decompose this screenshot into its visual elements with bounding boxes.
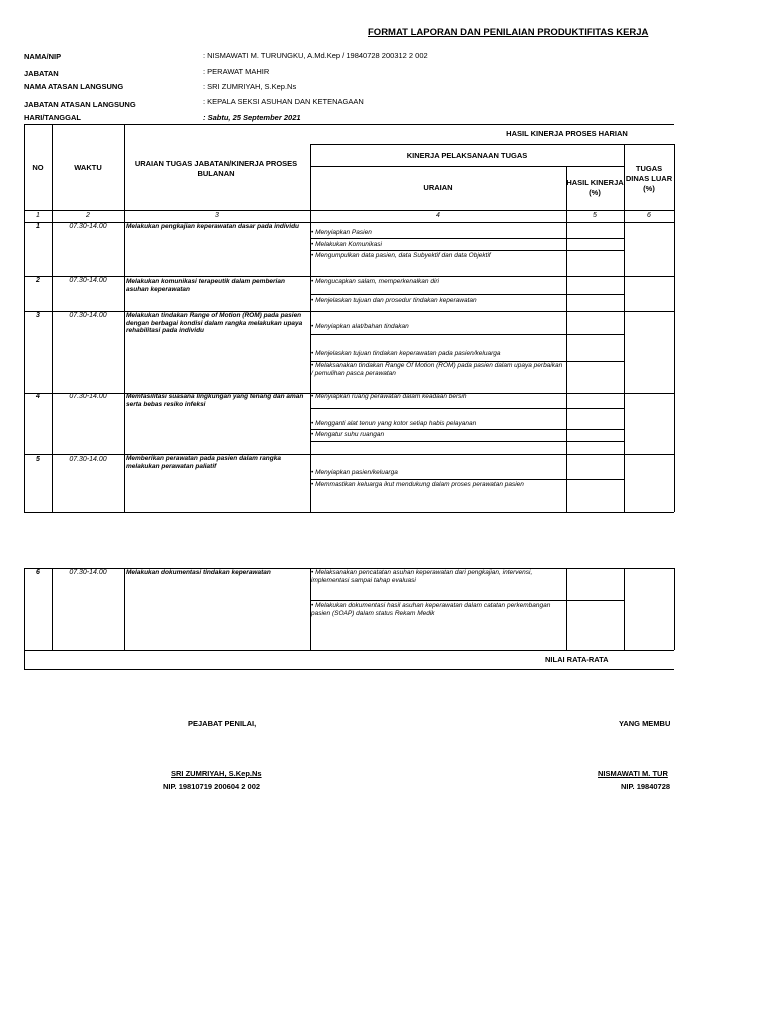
col-number: 6 — [647, 212, 651, 219]
task-detail: • Melaksanakan pencatatan asuhan keperawatan dari pengkajian, intervensi, implementasi sampai tahap evaluasi — [311, 569, 533, 584]
header-tugas-dinas: TUGAS DINAS LUAR (%) — [625, 164, 673, 193]
info-value-jabatan-atasan: : KEPALA SEKSI ASUHAN DAN KETENAGAAN — [203, 97, 364, 106]
row-task: Melakukan tindakan Range of Motion (ROM) pada pasien dengan berbagai kondisi dalam rangka melakukan upaya rehabilitasi pada individu — [126, 312, 303, 335]
task-detail: • Mengumpulkan data pasien, data Subyektif dan data Objektif — [311, 252, 491, 259]
task-detail: • Mengganti alat tenun yang kotor setiap habis pelayanan — [311, 420, 477, 427]
col-number: 2 — [86, 212, 90, 219]
row-time: 07.30-14.00 — [69, 312, 107, 319]
task-detail: • Menjelaskan tujuan dan prosedur tindakan keperawatan — [311, 297, 477, 304]
header-no: NO — [32, 163, 44, 172]
header-kinerja-pelaksanaan: KINERJA PELAKSANAAN TUGAS — [406, 151, 528, 160]
col-number: 5 — [593, 212, 597, 219]
row-number: 6 — [36, 569, 40, 576]
row-number: 5 — [36, 456, 40, 463]
row-time: 07.30-14.00 — [69, 393, 107, 400]
info-label-atasan: NAMA ATASAN LANGSUNG — [24, 82, 124, 91]
row-time: 07.30-14.00 — [69, 456, 107, 463]
task-detail: • Menyiapkan ruang perawatan dalam keadaan bersih — [311, 393, 467, 400]
info-value-jabatan: : PERAWAT MAHIR — [203, 67, 270, 76]
info-value-tanggal: : Sabtu, 25 September 2021 — [203, 113, 301, 122]
task-detail: • Mengucapkan salam, memperkenalkan diri — [311, 278, 440, 285]
signer-left-title: PEJABAT PENILAI, — [188, 719, 257, 728]
info-value-atasan: : SRI ZUMRIYAH, S.Kep.Ns — [203, 82, 297, 91]
row-task: Melakukan komunikasi terapeutik dalam pemberian asuhan keperawatan — [126, 278, 285, 293]
row-task: Melakukan dokumentasi tindakan keperawatan — [126, 569, 271, 576]
row-task: Memfasilitasi suasana lingkungan yang tenang dan aman serta bebas resiko infeksi — [126, 393, 304, 408]
task-detail: • Menyiapkan alat/bahan tindakan — [311, 323, 409, 330]
row-time: 07.30-14.00 — [69, 277, 107, 284]
task-detail: • Menjelaskan tujuan tindakan keperawatan pada pasien/keluarga — [311, 350, 501, 357]
task-detail: • Menyiapkan pasien/keluarga — [311, 469, 398, 476]
info-value-nama: : NISMAWATI M. TURUNGKU, A.Md.Kep / 19840728 200312 2 002 — [203, 51, 428, 60]
header-uraian-tugas: URAIAN TUGAS JABATAN/KINERJA PROSES BULANAN — [134, 159, 298, 178]
nilai-rata-rata-label: NILAI RATA-RATA — [545, 655, 609, 664]
task-detail: • Memmastikan keluarga ikut mendukung dalam proses perawatan pasien — [311, 481, 524, 488]
task-detail: • Melakukan dokumentasi hasil asuhan keperawatan dalam catatan perkembangan pasien (SOAP) dalam status Rekam Medik — [311, 602, 551, 617]
task-detail: • Mengatur suhu ruangan — [311, 431, 385, 438]
document-title: FORMAT LAPORAN DAN PENILAIAN PRODUKTIFITAS KERJA — [368, 27, 649, 38]
col-number: 4 — [436, 212, 440, 219]
task-detail: • Melakukan Komunikasi — [311, 241, 382, 248]
header-hasil-kinerja: HASIL KINERJA PROSES HARIAN — [506, 129, 628, 138]
task-detail: • Melaksanakan tindakan Range Of Motion (ROM) pada pasien dalam upaya perbaikan / pemulihan pasca perawatan — [311, 362, 563, 377]
row-task: Memberikan perawatan pada pasien dalam rangka melakukan perawatan paliatif — [126, 455, 281, 470]
row-time: 07.30-14.00 — [69, 223, 107, 230]
signer-right-title: YANG MEMBU — [619, 719, 671, 728]
signer-right-nip: NIP. 19840728 — [621, 782, 671, 791]
row-task: Melakukan pengkajian keperawatan dasar pada individu — [126, 223, 300, 230]
header-waktu: WAKTU — [74, 163, 102, 172]
row-number: 1 — [36, 223, 40, 230]
info-label-jabatan: JABATAN — [24, 69, 59, 78]
info-label-tanggal: HARI/TANGGAL — [24, 113, 81, 122]
row-number: 2 — [36, 277, 40, 284]
signer-right-name: NISMAWATI M. TUR — [598, 769, 668, 778]
header-uraian: URAIAN — [423, 183, 453, 192]
info-label-jabatan-atasan: JABATAN ATASAN LANGSUNG — [24, 100, 136, 109]
signer-left-nip: NIP. 19810719 200604 2 002 — [163, 782, 261, 791]
col-number: 1 — [36, 212, 40, 219]
col-number: 3 — [215, 212, 219, 219]
row-number: 3 — [36, 312, 40, 319]
task-detail: • Menyiapkan Pasien — [311, 229, 372, 236]
row-number: 4 — [36, 393, 40, 400]
header-hasil-persen: HASIL KINERJA (%) — [566, 178, 624, 197]
signer-left-name: SRI ZUMRIYAH, S.Kep.Ns — [171, 769, 262, 778]
row-time: 07.30-14.00 — [69, 569, 107, 576]
info-label-nama: NAMA/NIP — [24, 52, 62, 61]
